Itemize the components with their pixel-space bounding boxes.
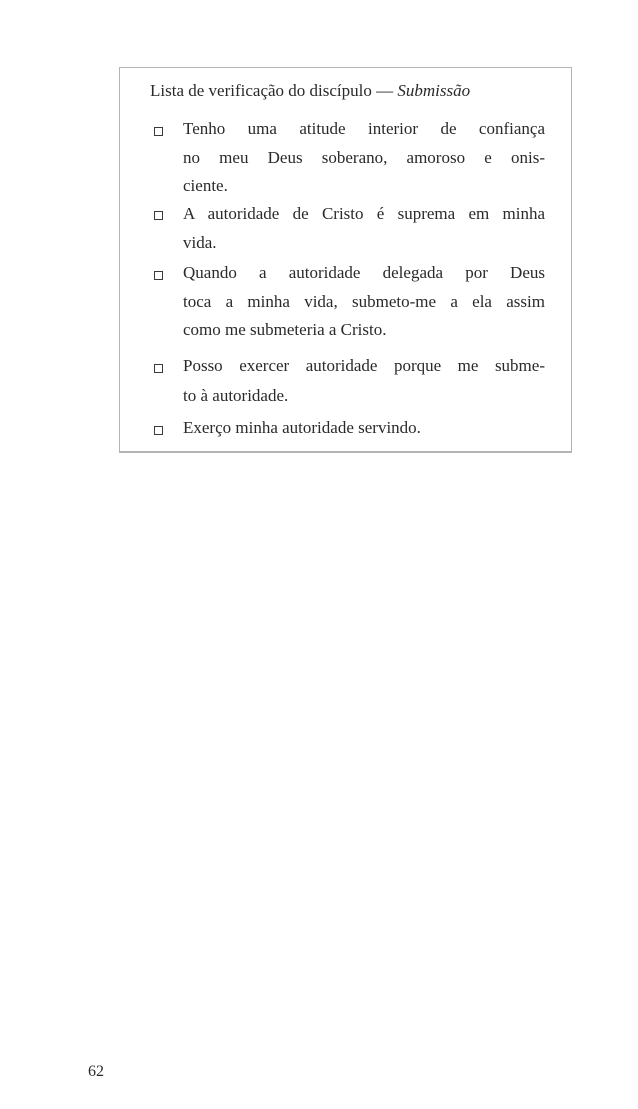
checklist-item-3-line-3: como me submeteria a Cristo. <box>183 320 387 339</box>
checklist-item-1-line-2: no meu Deus soberano, amoroso e onis- <box>183 148 545 167</box>
checklist-item-1-line-1: Tenho uma atitude interior de confiança <box>183 119 545 138</box>
checklist-item-1-line-3: ciente. <box>183 176 228 195</box>
checklist-item-4-line-1: Posso exercer autoridade porque me subme- <box>183 356 545 375</box>
checklist-item-2-line-2: vida. <box>183 233 217 252</box>
checklist-item-5-line-1: Exerço minha autoridade servindo. <box>183 418 421 437</box>
checklist-item-3-line-2: toca a minha vida, submeto-me a ela assim <box>183 292 545 311</box>
checkbox-item-4[interactable] <box>154 364 163 373</box>
page-number: 62 <box>88 1063 104 1080</box>
checklist-item-3-line-1: Quando a autoridade delegada por Deus <box>183 263 545 282</box>
checklist-title-main: Lista de verificação do discípulo — <box>150 81 398 100</box>
checkbox-item-3[interactable] <box>154 271 163 280</box>
checkbox-item-2[interactable] <box>154 211 163 220</box>
checklist-title-italic: Submissão <box>397 81 471 100</box>
checklist-item-4-line-2: to à autoridade. <box>183 386 289 405</box>
checklist-title <box>150 79 470 103</box>
checklist-item-2-line-1: A autoridade de Cristo é suprema em minha <box>183 204 545 223</box>
checkbox-item-1[interactable] <box>154 127 163 136</box>
checkbox-item-5[interactable] <box>154 426 163 435</box>
